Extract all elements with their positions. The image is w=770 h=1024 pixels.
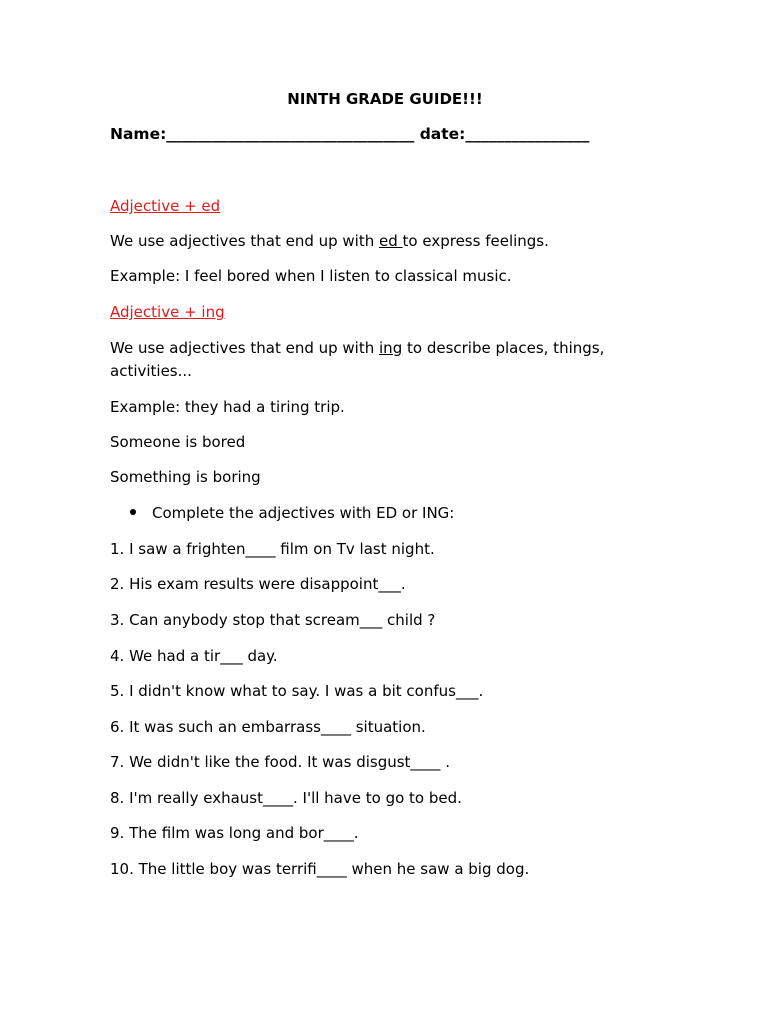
- exercise-item: 2. His exam results were disappoint___.: [110, 575, 406, 593]
- exercise-item: 9. The film was long and bor____.: [110, 824, 359, 842]
- adjective-ing-suffix: ing: [379, 339, 403, 357]
- exercise-item: 8. I'm really exhaust____. I'll have to go to bed.: [110, 789, 462, 807]
- name-field-label: Name:________________________________: [110, 125, 415, 143]
- adjective-ed-suffix: ed: [379, 232, 403, 250]
- instruction-line: [130, 504, 454, 522]
- bullet-icon: [130, 509, 136, 515]
- contrast-boring: Something is boring: [110, 468, 261, 486]
- page-title: NINTH GRADE GUIDE!!!: [287, 90, 483, 108]
- exercise-item: 6. It was such an embarrass____ situation.: [110, 718, 426, 736]
- adjective-ing-rule-end: to describe places, things,: [402, 339, 605, 357]
- adjective-ed-rule-start: We use adjectives that end up with: [110, 232, 380, 250]
- instruction-text: Complete the adjectives with ED or ING:: [152, 504, 455, 522]
- adjective-ed-example: Example: I feel bored when I listen to classical music.: [110, 267, 512, 285]
- adjective-ing-example: Example: they had a tiring trip.: [110, 398, 345, 416]
- exercise-item: 3. Can anybody stop that scream___ child ?: [110, 611, 436, 629]
- adjective-ing-heading: Adjective + ing: [110, 303, 225, 321]
- exercise-item: 1. I saw a frighten____ film on Tv last night.: [110, 540, 435, 558]
- exercise-item: 10. The little boy was terrifi____ when he saw a big dog.: [110, 860, 530, 878]
- contrast-bored: Someone is bored: [110, 433, 246, 451]
- adjective-ed-rule-end: to express feelings.: [402, 232, 549, 250]
- adjective-ing-rule-continued: activities...: [110, 362, 192, 380]
- adjective-ed-heading: Adjective + ed: [110, 197, 221, 215]
- adjective-ed-rule: [110, 232, 549, 250]
- adjective-ing-rule: [110, 339, 604, 357]
- date-field-label: date:________________: [419, 125, 590, 143]
- exercise-item: 5. I didn't know what to say. I was a bit confus___.: [110, 682, 484, 700]
- exercise-item: 7. We didn't like the food. It was disgust____ .: [110, 753, 450, 771]
- name-date-line: [110, 125, 589, 143]
- exercise-item: 4. We had a tir___ day.: [110, 647, 278, 665]
- adjective-ing-rule-start: We use adjectives that end up with: [110, 339, 380, 357]
